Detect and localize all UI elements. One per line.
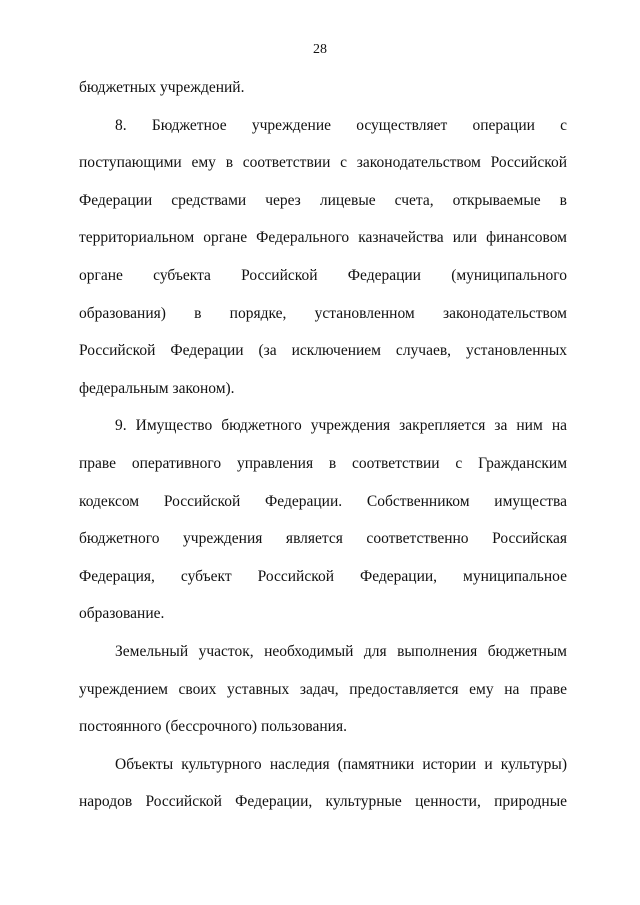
text-line: Федерация, субъект Российской Федерации, муниципальное bbox=[79, 567, 567, 585]
text-line: Объекты культурного наследия (памятники истории и культуры) bbox=[115, 755, 567, 773]
text-line: Федерации средствами через лицевые счета, открываемые в bbox=[79, 191, 567, 209]
text-line: народов Российской Федерации, культурные ценности, природные bbox=[79, 793, 567, 811]
text-line: поступающими ему в соответствии с законодательством Российской bbox=[79, 154, 567, 172]
document-body bbox=[79, 77, 567, 829]
text-line: бюджетного учреждения является соответственно Российская bbox=[79, 530, 567, 548]
page-number: 28 bbox=[313, 42, 327, 57]
text-line: Земельный участок, необходимый для выполнения бюджетным bbox=[115, 642, 567, 660]
text-line: кодексом Российской Федерации. Собственником имущества bbox=[79, 492, 567, 510]
text-line: постоянного (бессрочного) пользования. bbox=[79, 718, 347, 736]
text-line: учреждением своих уставных задач, предоставляется ему на праве bbox=[79, 680, 567, 698]
text-line: 9. Имущество бюджетного учреждения закрепляется за ним на bbox=[115, 417, 567, 435]
text-line: праве оперативного управления в соответствии с Гражданским bbox=[79, 454, 567, 472]
text-line: органе субъекта Российской Федерации (муниципального bbox=[79, 266, 567, 284]
text-line: образование. bbox=[79, 605, 165, 623]
text-line: 8. Бюджетное учреждение осуществляет операции с bbox=[115, 116, 567, 134]
text-line: образования) в порядке, установленном законодательством bbox=[79, 304, 567, 322]
text-line: территориальном органе Федерального казначейства или финансовом bbox=[79, 229, 567, 247]
text-line: бюджетных учреждений. bbox=[79, 79, 245, 96]
text-line: Российской Федерации (за исключением случаев, установленных bbox=[79, 342, 567, 360]
text-line: федеральным законом). bbox=[79, 379, 235, 397]
